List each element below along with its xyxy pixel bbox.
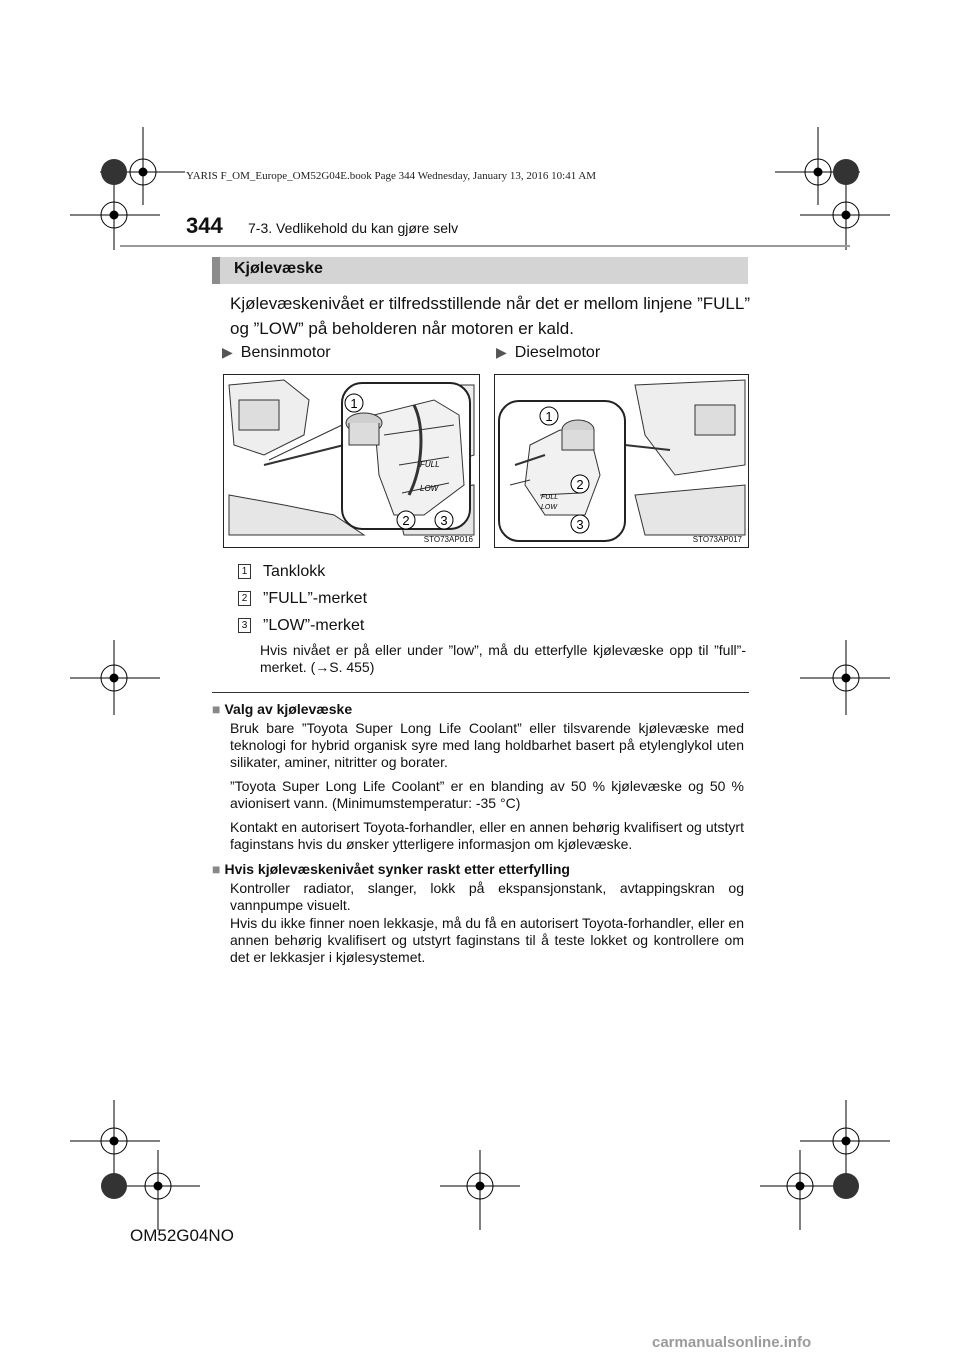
tank-full-mark-petrol: FULL (420, 460, 440, 469)
square-bullet-icon: ■ (212, 861, 221, 877)
legend-item-3 (238, 617, 364, 635)
paragraph: Kontakt en autorisert Toyota-forhandler, eller en annen behørig kvalifisert og utstyrt faginstans hvis du ønsker ytterligere informasjon om kjølevæske. (230, 819, 744, 852)
square-bullet-icon: ■ (212, 701, 221, 717)
legend-item-1 (238, 563, 325, 581)
legend-item-2 (238, 590, 367, 608)
legend-number: 3 (238, 618, 251, 633)
diesel-engine-illustration (494, 374, 749, 548)
intro-text: Kjølevæskenivået er tilfredsstillende når det er mellom linjene ”FULL” og ”LOW” på beholderen når motoren er kald. (230, 294, 750, 338)
page-number: 344 (186, 213, 223, 238)
callout-2-petrol: 2 (402, 513, 410, 528)
callout-1-petrol: 1 (350, 396, 358, 411)
tank-low-mark-petrol: LOW (420, 484, 439, 493)
header-divider (120, 245, 850, 247)
watermark: carmanualsonline.info (652, 1334, 812, 1351)
document-code: OM52G04NO (130, 1226, 234, 1245)
legend-text: ”FULL”-merket (263, 590, 368, 607)
callout-1-diesel: 1 (545, 409, 553, 424)
subsection-title: Valg av kjølevæske (224, 701, 353, 717)
triangle-bullet-icon: ▶ (222, 344, 233, 360)
image-code-petrol: STO73AP016 (423, 535, 473, 544)
topic-banner (212, 257, 748, 284)
section-title: 7-3. Vedlikehold du kan gjøre selv (248, 220, 459, 236)
banner-title: Kjølevæske (234, 260, 323, 277)
tank-full-mark-diesel: FULL (541, 494, 559, 501)
variant-label-text: Bensinmotor (240, 344, 331, 361)
refill-note: Hvis nivået er på eller under ”low”, må du etterfylle kjølevæske opp til ”full”-merket. (→S. 455) (260, 642, 746, 675)
image-code-diesel: STO73AP017 (692, 535, 742, 544)
subsection-heading-level-drop (212, 861, 570, 877)
petrol-engine-illustration (223, 374, 480, 548)
print-header: YARIS F_OM_Europe_OM52G04E.book Page 344 Wednesday, January 13, 2016 10:41 AM (186, 170, 597, 182)
tank-low-mark-diesel: LOW (541, 504, 557, 511)
triangle-bullet-icon: ▶ (496, 344, 507, 360)
paragraph: Hvis du ikke finner noen lekkasje, må du få en autorisert Toyota-forhandler, eller en annen behørig kvalifisert og utstyrt faginstans til å teste lokket og kontrollere om det er lekkasjer i kjølesystemet. (230, 915, 744, 965)
legend-text: Tanklokk (263, 563, 326, 580)
callout-2-diesel: 2 (576, 477, 584, 492)
callout-3-diesel: 3 (576, 517, 584, 532)
legend-number: 1 (238, 564, 251, 579)
subsection-heading-coolant-choice (212, 701, 352, 717)
variant-label-petrol (222, 344, 331, 362)
content-divider (212, 692, 749, 693)
variant-label-diesel (496, 344, 600, 362)
subsection-title: Hvis kjølevæskenivået synker raskt etter etterfylling (224, 861, 570, 877)
paragraph: Bruk bare ”Toyota Super Long Life Coolant” eller tilsvarende kjølevæske med teknologi for hybrid organisk syre med lang holdbarhet basert på etylenglykol uten silikater, aminer, nitritter og borater. (230, 720, 744, 770)
legend-text: ”LOW”-merket (263, 617, 365, 634)
paragraph: Kontroller radiator, slanger, lokk på ekspansjonstank, avtappingskran og vannpumpe visuelt. (230, 880, 744, 913)
legend-number: 2 (238, 591, 251, 606)
variant-label-text: Dieselmotor (514, 344, 601, 361)
paragraph: ”Toyota Super Long Life Coolant” er en blanding av 50 % kjølevæske og 50 % avionisert vann. (Minimumstemperatur: -35 °C) (230, 778, 744, 811)
callout-3-petrol: 3 (440, 513, 448, 528)
